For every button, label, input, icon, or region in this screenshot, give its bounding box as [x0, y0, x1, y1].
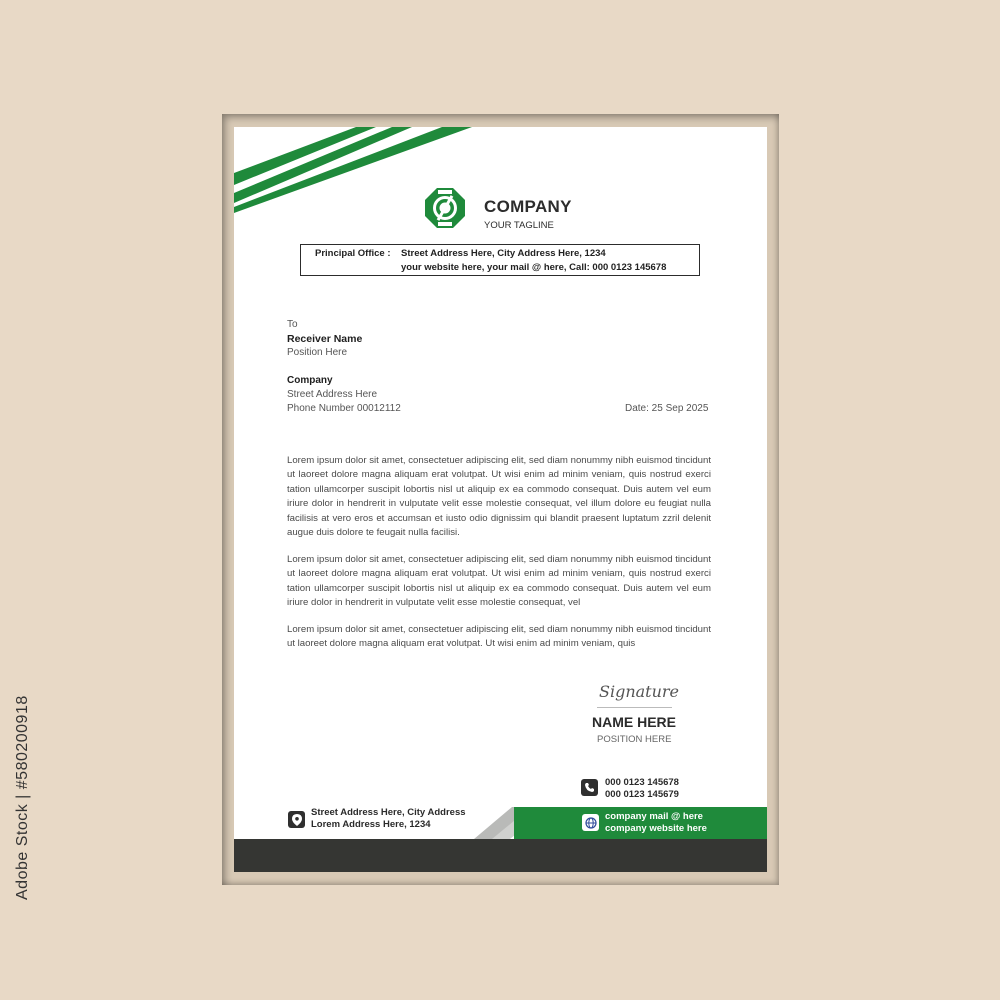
- stock-id-vertical: Adobe Stock | #580200918: [14, 695, 31, 900]
- recipient-company: Company: [287, 375, 333, 386]
- to-label: To: [287, 319, 298, 330]
- receiver-name: Receiver Name: [287, 333, 363, 345]
- location-icon: [288, 811, 305, 828]
- body-paragraph-1: Lorem ipsum dolor sit amet, consectetuer adipiscing elit, sed diam nonummy nibh euismod tincidunt ut laoreet dolore magna aliquam erat volutpat. Ut wisi enim ad minim veniam, quis nostrud exerci tation ullamcorper suscipit lobortis nisl ut aliquip ex ea commodo consequat. Duis autem vel eum iriure dolor in hendrerit in vulputate velit esse molestie consequat, vel illum dolore eu feugiat nulla facilisis at vero eros et accumsan et iusto odio dignissim qui blandit praesent luptatum zzril delenit augue duis dolore te feugait nulla facilisi.: [287, 455, 711, 539]
- phone-icon: [581, 779, 598, 796]
- signer-position: POSITION HERE: [597, 734, 672, 745]
- recipient-phone: Phone Number 00012112: [287, 403, 401, 414]
- office-address: Street Address Here, City Address Here, 1234: [401, 248, 606, 259]
- recipient-address: Street Address Here: [287, 389, 378, 400]
- signer-name: NAME HERE: [592, 714, 677, 730]
- globe-icon: [582, 814, 599, 831]
- body-paragraph-2: Lorem ipsum dolor sit amet, consectetuer adipiscing elit, sed diam nonummy nibh euismod tincidunt ut laoreet dolore magna aliquam erat volutpat. Ut wisi enim ad minim veniam, quis nostrud exerci tation ullamcorper suscipit lobortis nisl ut aliquip ex ea commodo consequat. Duis autem vel eum iriure dolor in hendrerit in vulputate velit esse molestie consequat, vel: [287, 554, 711, 609]
- footer-grey-band: [234, 127, 767, 872]
- company-tagline: YOUR TAGLINE: [484, 220, 554, 231]
- letterhead-page: [234, 127, 767, 872]
- signature-script: Signature: [599, 682, 680, 701]
- office-contact: your website here, your mail @ here, Call: 000 0123 145678: [401, 262, 667, 273]
- body-paragraph-3: Lorem ipsum dolor sit amet, consectetuer adipiscing elit, sed diam nonummy nibh euismod tincidunt ut laoreet dolore magna aliquam erat volutpat. Ut wisi enim ad minim veniam, quis: [287, 624, 711, 650]
- footer-dark-bar: [234, 839, 767, 872]
- footer-phone-1: 000 0123 145678: [605, 777, 679, 788]
- footer-mail: company mail @ here: [605, 811, 703, 822]
- footer-website: company website here: [605, 823, 707, 834]
- letter-date: Date: 25 Sep 2025: [625, 403, 709, 414]
- footer-phone-2: 000 0123 145679: [605, 789, 679, 800]
- company-name: COMPANY: [484, 197, 572, 216]
- footer-address-1: Street Address Here, City Address: [311, 807, 466, 818]
- footer-address-2: Lorem Address Here, 1234: [311, 819, 431, 830]
- office-label: Principal Office :: [315, 248, 391, 259]
- receiver-position: Position Here: [287, 347, 348, 358]
